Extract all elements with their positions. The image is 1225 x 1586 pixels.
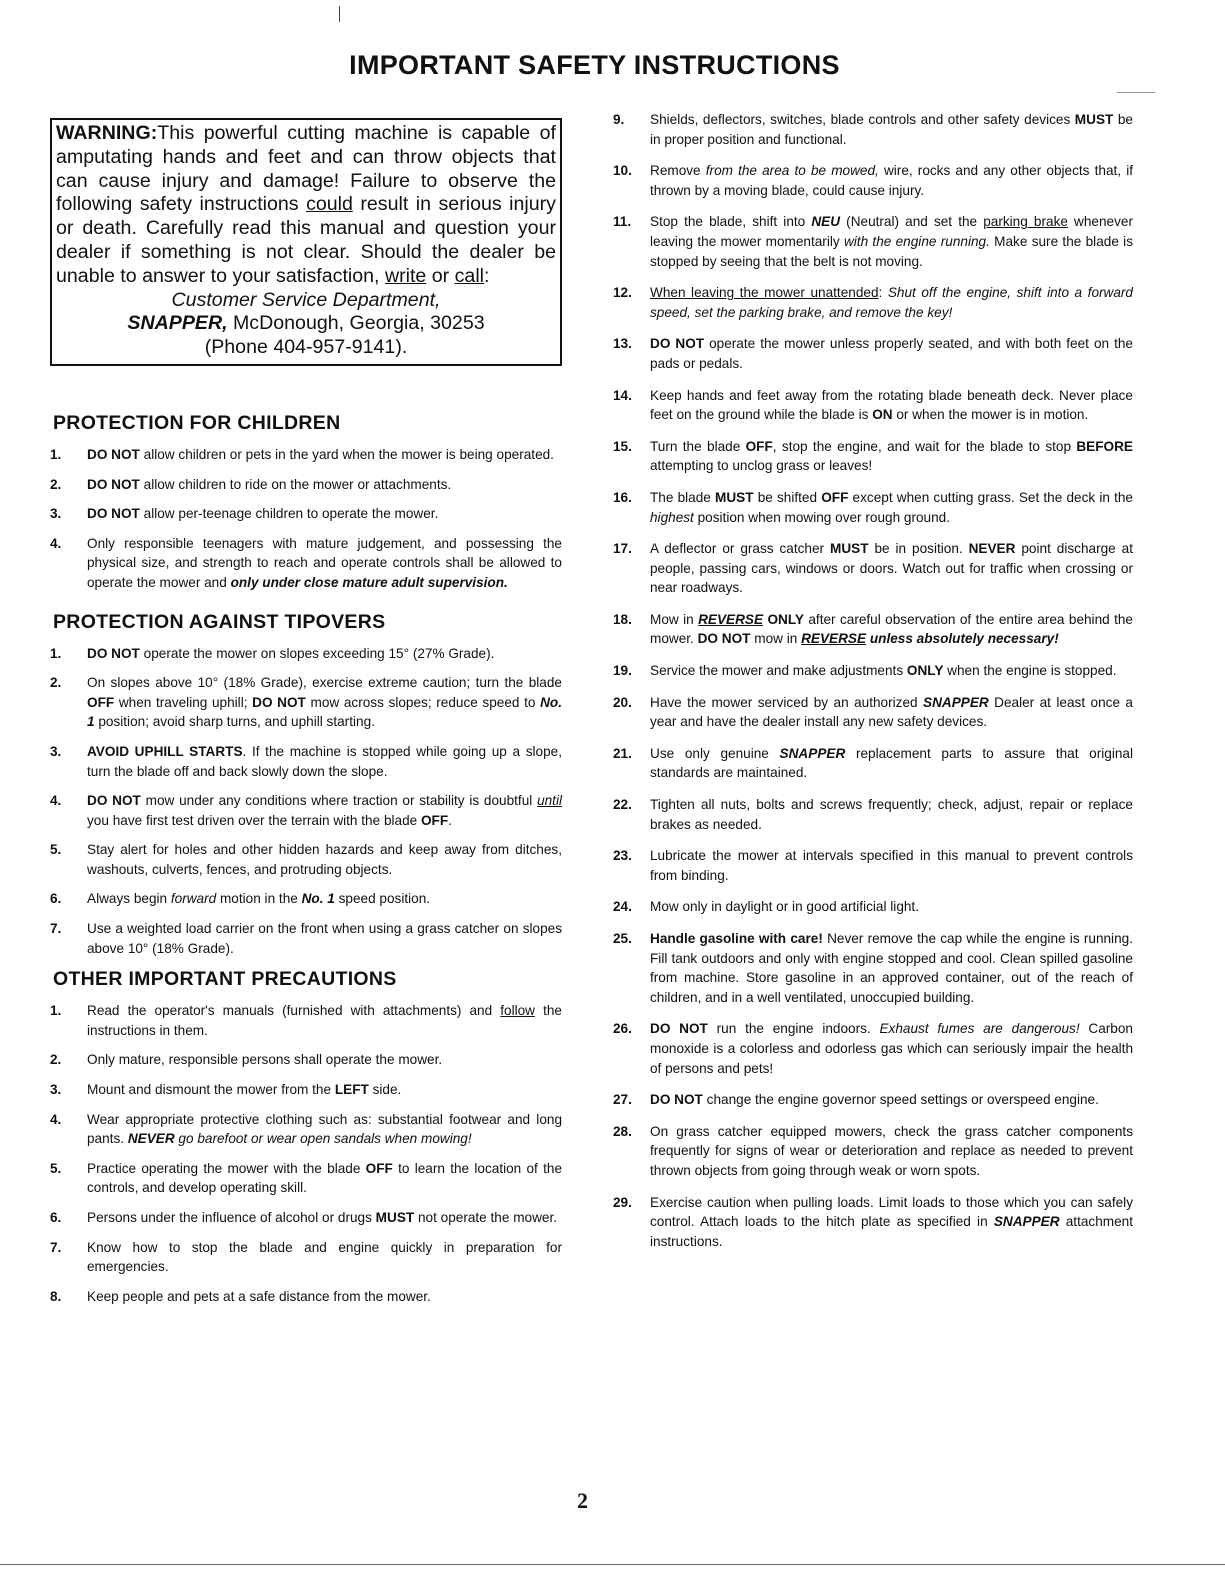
list-item: 5. Practice operating the mower with the blade OFF to learn the location of the controls, and develop operating skill. bbox=[50, 1160, 562, 1196]
list-item: 1. DO NOT operate the mower on slopes exceeding 15° (27% Grade). bbox=[50, 645, 495, 661]
list-item: 28. On grass catcher equipped mowers, check the grass catcher components frequently for signs of wear or deterioration and replace as needed to prevent thrown objects from going through weak or worn spots. bbox=[613, 1123, 1133, 1178]
left-column bbox=[50, 118, 562, 1316]
list-item: 7. Use a weighted load carrier on the front when using a grass catcher on slopes above 10° (18% Grade). bbox=[50, 921, 562, 956]
list-item: 5. Stay alert for holes and other hidden hazards and keep away from ditches, washouts, culverts, fences, and protruding objects. bbox=[50, 842, 562, 877]
list-item: 11. Stop the blade, shift into NEU (Neutral) and set the parking brake whenever leaving the mower momentarily with the engine running. Make sure the blade is stopped by seeing that the belt is not moving. bbox=[613, 214, 1133, 269]
warning-text-1: This powerful cutting machine is capable of amputating hands and feet and can throw objects that can cause injury and damage! Failure to observe the following safety instructions bbox=[56, 122, 556, 216]
scan-line-bottom bbox=[0, 1564, 1225, 1565]
section-children bbox=[50, 412, 562, 593]
list-item: 6. Persons under the influence of alcohol or drugs MUST not operate the mower. bbox=[50, 1210, 558, 1225]
department: Customer Service Department, bbox=[171, 288, 441, 311]
list-item: 19. Service the mower and make adjustments ONLY when the engine is stopped. bbox=[613, 663, 1117, 679]
warning-colon: : bbox=[484, 264, 490, 287]
page-number: 2 bbox=[577, 1488, 588, 1513]
list-item: 26. DO NOT run the engine indoors. Exhaust fumes are dangerous! Carbon monoxide is a colorless and odorless gas which can seriously impair the health of persons and pets! bbox=[613, 1021, 1133, 1076]
warning-could: could bbox=[306, 193, 353, 216]
list-item: 14. Keep hands and feet away from the rotating blade beneath deck. Never place feet on the ground while the blade is ON or when the mower is in motion. bbox=[613, 387, 1133, 423]
list-item: 8. Keep people and pets at a safe distance from the mower. bbox=[50, 1288, 431, 1304]
list-item: 1. Read the operator's manuals (furnished with attachments) and follow the instructions in them. bbox=[50, 1003, 562, 1038]
list-item: 6. Always begin forward motion in the No. 1 speed position. bbox=[50, 891, 431, 907]
list-item: 15. Turn the blade OFF, stop the engine, and wait for the blade to stop BEFORE attempting to unclog grass or leaves! bbox=[613, 438, 1133, 474]
list-item: 17. A deflector or grass catcher MUST be in position. NEVER point discharge at people, passing cars, windows or doors. Watch out for traffic when crossing or near roadways. bbox=[613, 541, 1133, 596]
list-item: 2. DO NOT allow children to ride on the mower or attachments. bbox=[50, 476, 452, 492]
scan-mark-top bbox=[339, 6, 340, 22]
list-item: 3. Mount and dismount the mower from the LEFT side. bbox=[50, 1082, 402, 1098]
scan-mark-right bbox=[1117, 92, 1155, 93]
list-item: 9. Shields, deflectors, switches, blade controls and other safety devices MUST be in proper position and functional. bbox=[613, 112, 1133, 147]
warning-call: call bbox=[454, 264, 485, 287]
warning-or: or bbox=[426, 264, 455, 287]
list-item: 2. Only mature, responsible persons shall operate the mower. bbox=[50, 1052, 443, 1068]
list-item: 25. Handle gasoline with care! Never remove the cap while the engine is running. Fill tank outdoors and only with engine stopped and cool. Clean spilled gasoline from machine. Store gasoline in an approved container, out of the reach of children, and in a well ventilated, unoccupied building. bbox=[613, 931, 1133, 1005]
list-item: 16. The blade MUST be shifted OFF except when cutting grass. Set the deck in the highest position when mowing over rough ground. bbox=[613, 489, 1133, 525]
list-item: 29. Exercise caution when pulling loads. Limit loads to those which you can safely control. Attach loads to the hitch plate as specified in SNAPPER attachment instructions. bbox=[613, 1194, 1133, 1249]
warning-write: write bbox=[384, 264, 427, 287]
list-item: 7. Know how to stop the blade and engine quickly in preparation for emergencies. bbox=[50, 1239, 562, 1275]
list-item: 23. Lubricate the mower at intervals specified in this manual to prevent controls from binding. bbox=[613, 848, 1133, 883]
list-item: 22. Tighten all nuts, bolts and screws frequently; check, adjust, repair or replace brakes as needed. bbox=[613, 797, 1133, 832]
warning-box bbox=[50, 118, 562, 366]
section-title-children: PROTECTION FOR CHILDREN bbox=[53, 411, 341, 434]
list-item: 4. Only responsible teenagers with mature judgement, and possessing the physical size, and strength to reach and operate controls shall be allowed to operate the mower and only under close mature adult supervision. bbox=[50, 535, 562, 590]
section-tipovers bbox=[50, 611, 562, 959]
list-item: 20. Have the mower serviced by an authorized SNAPPER Dealer at least once a year and have the dealer install any new safety devices. bbox=[613, 694, 1133, 730]
list-item: 13. DO NOT operate the mower unless properly seated, and with both feet on the pads or pedals. bbox=[613, 336, 1133, 371]
phone: (Phone 404-957-9141). bbox=[204, 336, 408, 359]
company-name: SNAPPER, bbox=[127, 312, 228, 335]
list-item: 3. DO NOT allow per-teenage children to operate the mower. bbox=[50, 506, 439, 522]
list-item: 24. Mow only in daylight or in good artificial light. bbox=[613, 899, 919, 915]
list-item: 21. Use only genuine SNAPPER replacement parts to assure that original standards are maintained. bbox=[613, 745, 1134, 781]
list-item: 4. Wear appropriate protective clothing such as: substantial footwear and long pants. NEVER go barefoot or wear open sandals when mowing! bbox=[50, 1111, 562, 1147]
list-item: 4. DO NOT mow under any conditions where traction or stability is doubtful until you have first test driven over the terrain with the blade OFF. bbox=[50, 793, 562, 828]
contact-block bbox=[56, 289, 556, 360]
list-item: 2. On slopes above 10° (18% Grade), exercise extreme caution; turn the blade OFF when traveling uphill; DO NOT mow across slopes; reduce speed to No. 1 position; avoid sharp turns, and uphill starting. bbox=[50, 675, 562, 730]
company-address: McDonough, Georgia, 30253 bbox=[227, 312, 485, 335]
list-item: 3. AVOID UPHILL STARTS. If the machine is stopped while going up a slope, turn the blade off and back slowly down the slope. bbox=[50, 743, 562, 779]
warning-label: WARNING: bbox=[56, 122, 158, 144]
list-item: 1. DO NOT allow children or pets in the yard when the mower is being operated. bbox=[50, 446, 554, 462]
warning-text-2: result in serious injury or death. Carefully read this manual and question your dealer if something is not clear. Should the dealer be unable to answer to your satisfaction, bbox=[56, 193, 556, 287]
list-item: 27. DO NOT change the engine governor speed settings or overspeed engine. bbox=[613, 1092, 1099, 1108]
section-title-tipovers: PROTECTION AGAINST TIPOVERS bbox=[53, 610, 386, 633]
page-title: IMPORTANT SAFETY INSTRUCTIONS bbox=[349, 50, 840, 80]
section-title-precautions: OTHER IMPORTANT PRECAUTIONS bbox=[53, 968, 397, 991]
list-item: 12. When leaving the mower unattended: Shut off the engine, shift into a forward speed, set the parking brake, and remove the key! bbox=[613, 285, 1133, 320]
right-column bbox=[613, 110, 1133, 1263]
list-item: 18. Mow in REVERSE ONLY after careful observation of the entire area behind the mower. DO NOT mow in REVERSE unless absolutely necessary! bbox=[613, 611, 1133, 647]
list-item: 10. Remove from the area to be mowed, wire, rocks and any other objects that, if thrown by a moving blade, could cause injury. bbox=[613, 163, 1133, 198]
section-precautions bbox=[50, 968, 562, 1306]
company-line bbox=[56, 312, 556, 336]
